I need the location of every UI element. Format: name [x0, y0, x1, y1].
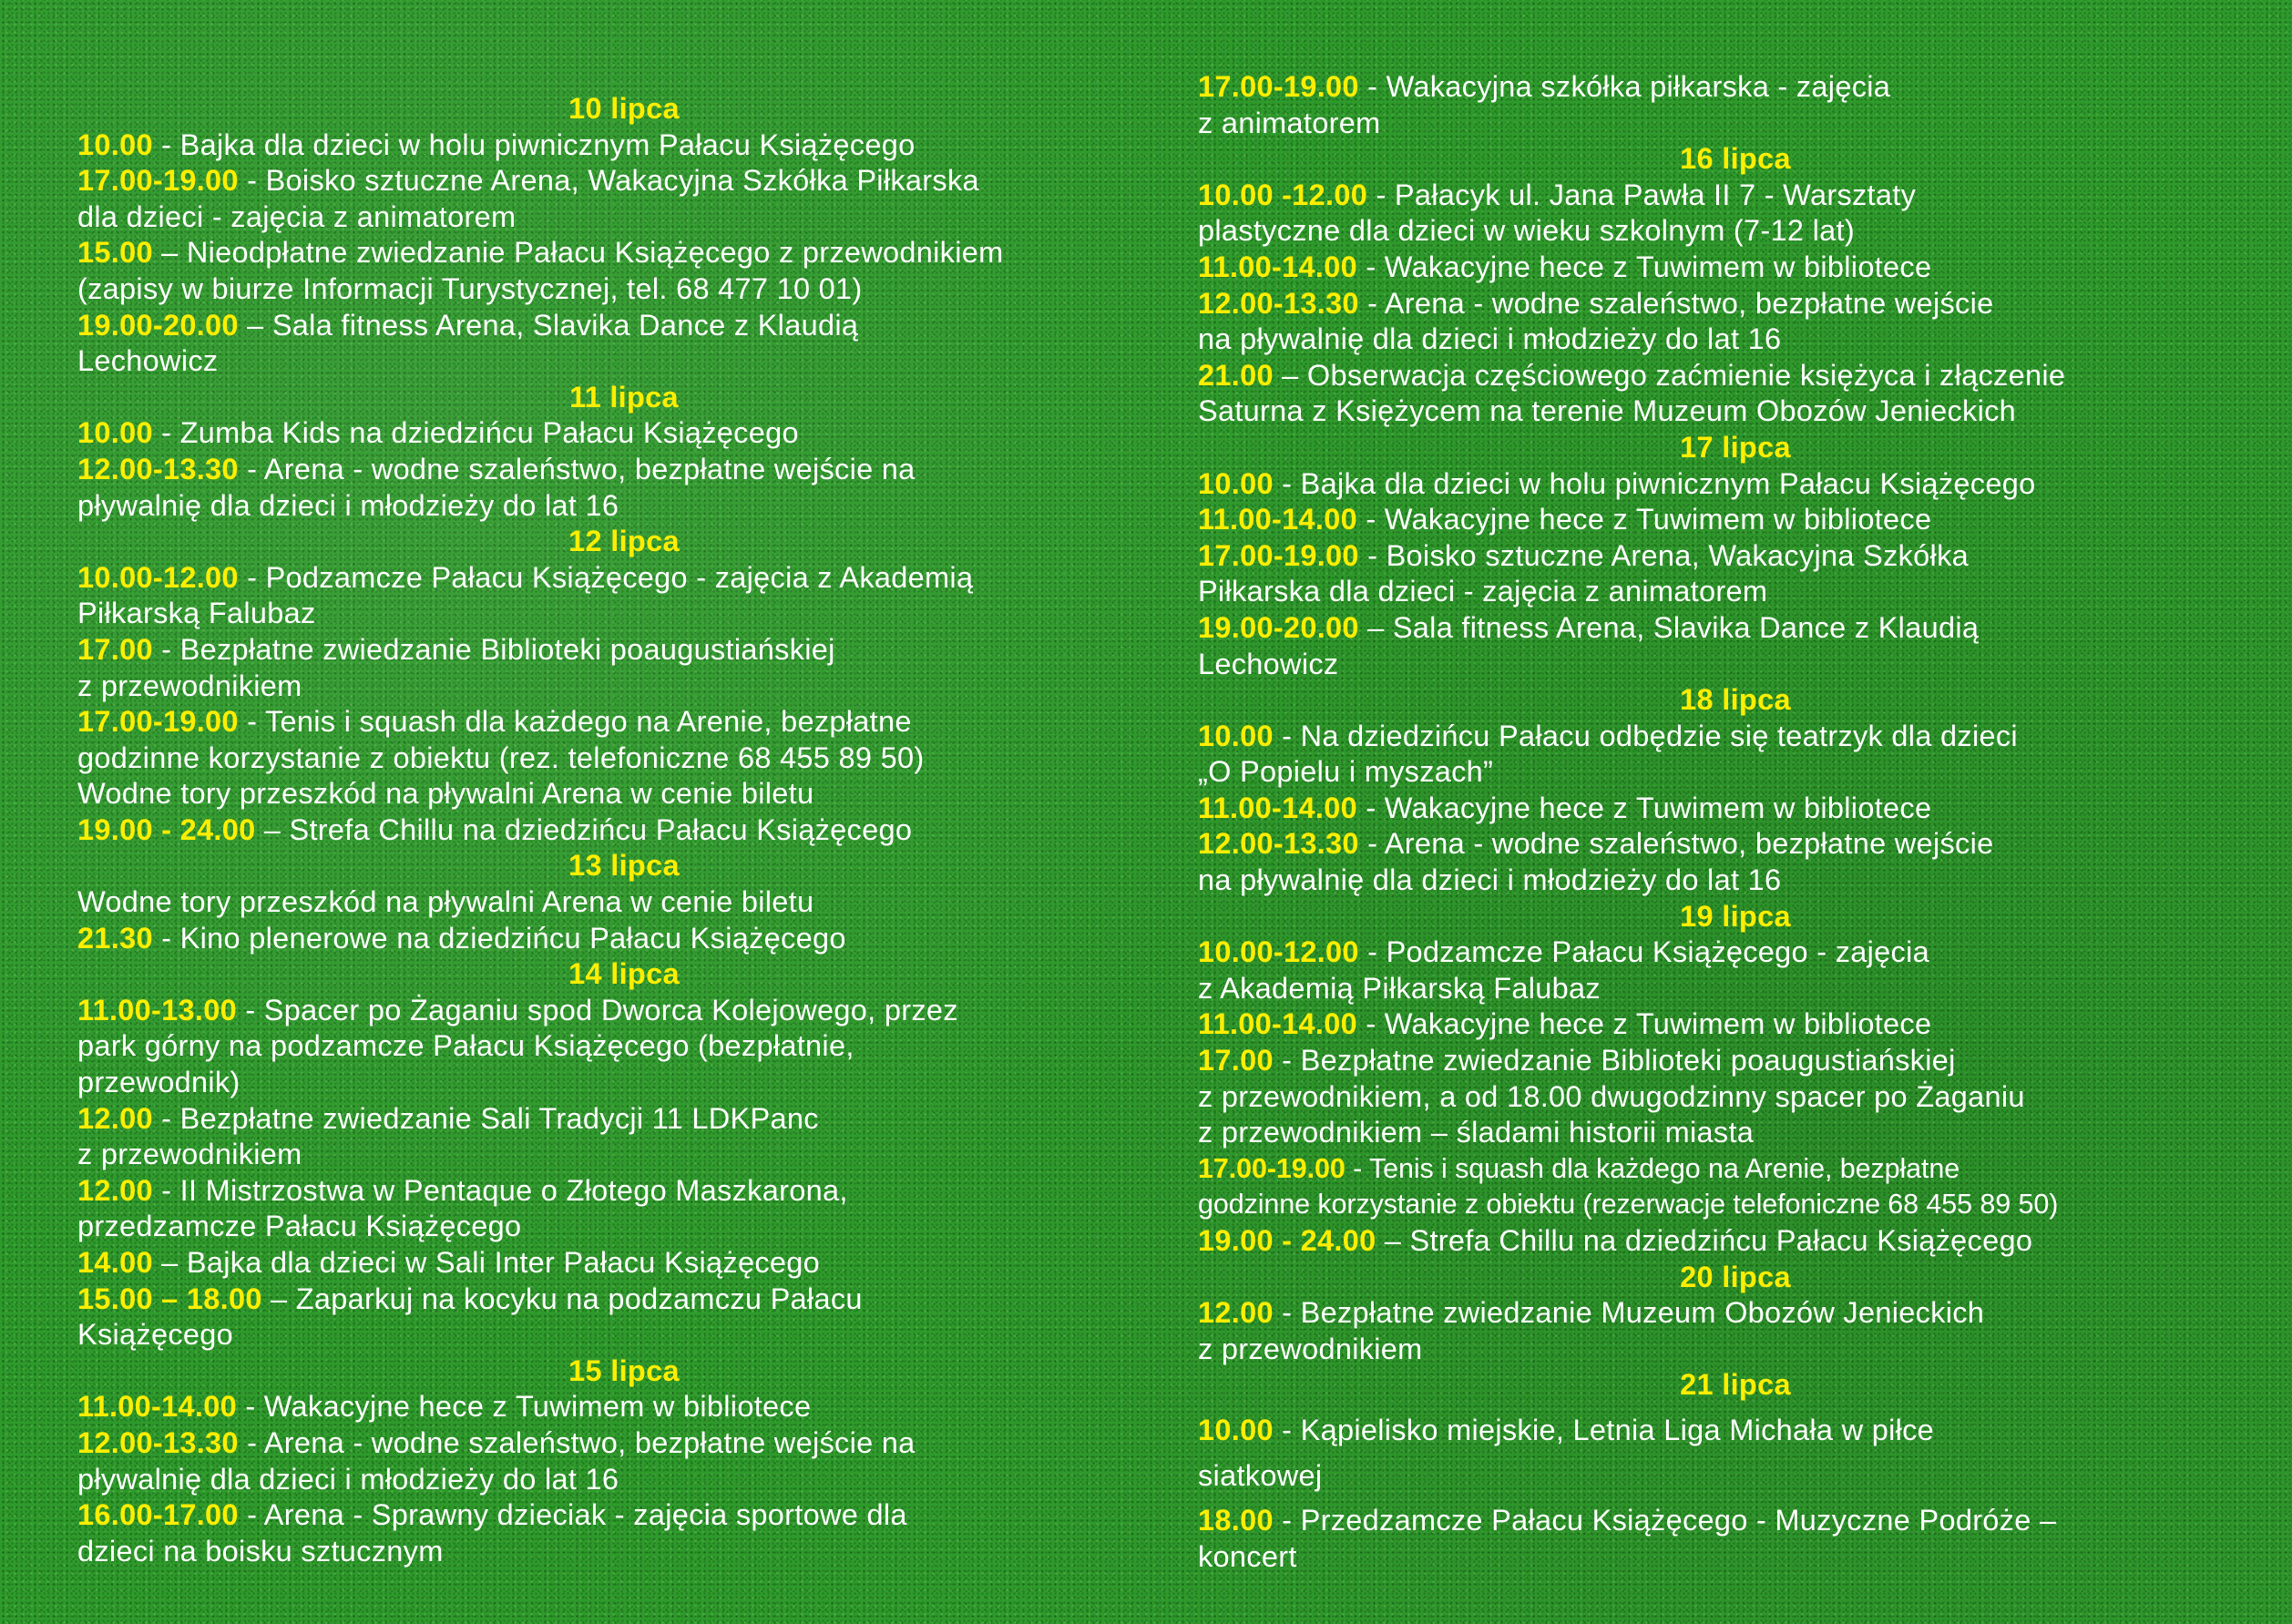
event-description: – Strefa Chillu na dziedzińcu Pałacu Książęcego — [1376, 1224, 2033, 1257]
event-line — [1198, 791, 2273, 827]
event-time: 10.00 -12.00 — [1198, 178, 1368, 211]
event-description: - Bezpłatne zwiedzanie Muzeum Obozów Jenieckich — [1273, 1296, 1985, 1330]
event-description: - Pałacyk ul. Jana Pawła II 7 - Warsztaty — [1367, 178, 1917, 211]
event-continuation: z przewodnikiem — [77, 1138, 302, 1171]
event-time: 10.00 — [1198, 719, 1274, 752]
event-line — [77, 1101, 1171, 1138]
event-description: – Strefa Chillu na dziedzińcu Pałacu Książęcego — [255, 812, 913, 846]
event-time: 10.00 — [77, 416, 153, 450]
event-line — [77, 163, 1171, 199]
event-line — [77, 1173, 1171, 1210]
event-line — [77, 1497, 1171, 1534]
event-time: 18.00 — [1198, 1504, 1274, 1537]
event-description: – Nieodpłatne zwiedzanie Pałacu Książęcego z przewodnikiem — [152, 236, 1004, 270]
event-continuation: dzieci na boisku sztucznym — [77, 1534, 444, 1568]
event-continuation: „O Popielu i myszach” — [1198, 755, 1494, 789]
event-time: 12.00 — [77, 1101, 153, 1135]
date-heading: 12 lipca — [568, 525, 680, 558]
event-continuation: Lechowicz — [1198, 647, 1339, 680]
event-time: 11.00-14.00 — [77, 1390, 237, 1424]
event-line — [77, 235, 1171, 271]
event-time: 11.00-14.00 — [1198, 1007, 1357, 1041]
event-continuation: przewodnik) — [77, 1066, 240, 1099]
event-continuation: z przewodnikiem, a od 18.00 dwugodzinny spacer po Żaganiu — [1198, 1079, 2025, 1113]
event-line — [1198, 250, 2273, 286]
event-continuation: Lechowicz — [77, 344, 219, 378]
event-line — [1198, 935, 2273, 971]
event-time: 10.00 — [1198, 1413, 1274, 1446]
event-time: 14.00 — [77, 1246, 153, 1279]
date-heading: 19 lipca — [1680, 899, 1791, 933]
event-continuation: Książęcego — [77, 1318, 234, 1352]
event-continuation: z Akademią Piłkarską Falubaz — [1198, 971, 1601, 1005]
event-continuation: Wodne tory przeszkód na pływalni Arena w cenie biletu — [77, 777, 814, 811]
event-continuation: (zapisy w biurze Informacji Turystycznej, tel. 68 477 10 01) — [77, 271, 863, 305]
event-time: 12.00-13.30 — [77, 452, 239, 485]
event-time: 21.30 — [77, 921, 153, 955]
event-time: 19.00 - 24.00 — [1198, 1224, 1376, 1257]
event-continuation: pływalnię dla dzieci i młodzieży do lat 16 — [77, 488, 619, 522]
event-description: - Arena - Sprawny dzieciak - zajęcia sportowe dla — [238, 1498, 907, 1532]
event-description: - Zumba Kids na dziedzińcu Pałacu Książęcego — [152, 416, 799, 450]
event-line — [1198, 178, 2273, 214]
event-description: - Arena - wodne szaleństwo, bezpłatne wejście — [1358, 286, 1994, 320]
event-description: – Obserwacja częściowego zaćmienie księżyca i złączenie — [1273, 358, 2066, 392]
right-column — [1198, 69, 2273, 1575]
event-time: 19.00-20.00 — [1198, 610, 1359, 644]
event-line — [77, 921, 1171, 957]
event-description: – Bajka dla dzieci w Sali Inter Pałacu Książęcego — [152, 1246, 821, 1279]
event-line — [77, 1389, 1171, 1425]
event-continuation: Saturna z Księżycem na terenie Muzeum Obozów Jenieckich — [1198, 394, 2017, 428]
date-heading: 18 lipca — [1680, 683, 1791, 717]
event-time: 11.00-13.00 — [77, 993, 237, 1026]
event-line — [1198, 1503, 2273, 1539]
event-description: - Kino plenerowe na dziedzińcu Pałacu Książęcego — [152, 921, 846, 955]
event-line — [1198, 1295, 2273, 1332]
event-time: 17.00 — [77, 632, 153, 666]
event-line — [1198, 1043, 2273, 1079]
event-time: 12.00-13.30 — [1198, 286, 1359, 320]
event-continuation: dla dzieci - zajęcia z animatorem — [77, 199, 517, 233]
event-continuation: koncert — [1198, 1539, 1297, 1573]
event-description: - Tenis i squash dla każdego na Arenie, bezpłatne — [1345, 1152, 1960, 1184]
event-continuation: siatkowej — [1198, 1458, 1323, 1492]
event-time: 19.00-20.00 — [77, 308, 239, 342]
event-time: 17.00-19.00 — [77, 705, 239, 739]
event-description: - Bezpłatne zwiedzanie Biblioteki poaugustiańskiej — [152, 632, 835, 666]
event-time: 10.00 — [77, 128, 153, 161]
event-line — [77, 308, 1171, 344]
event-description: - Na dziedzińcu Pałacu odbędzie się teatrzyk dla dzieci — [1273, 719, 2018, 752]
event-continuation: Piłkarską Falubaz — [77, 597, 316, 630]
event-line — [1198, 69, 2273, 106]
event-line — [1198, 610, 2273, 647]
date-heading: 17 lipca — [1680, 430, 1791, 464]
event-time: 12.00-13.30 — [1198, 827, 1359, 861]
event-time: 11.00-14.00 — [1198, 503, 1357, 536]
event-continuation: przedzamcze Pałacu Książęcego — [77, 1210, 522, 1243]
event-line — [1198, 1223, 2273, 1260]
date-heading: 11 lipca — [569, 380, 679, 414]
event-time: 10.00-12.00 — [77, 560, 239, 594]
event-description: - Wakacyjne hece z Tuwimem w bibliotece — [1357, 503, 1932, 536]
event-continuation: z przewodnikiem – śladami historii miasta — [1198, 1116, 1755, 1149]
event-time: 15.00 – 18.00 — [77, 1282, 262, 1315]
date-heading: 20 lipca — [1680, 1260, 1791, 1293]
event-description: - Boisko sztuczne Arena, Wakacyjna Szkółka Piłkarska — [238, 164, 979, 198]
event-time: 12.00 — [1198, 1296, 1274, 1330]
date-heading: 14 lipca — [568, 957, 680, 991]
event-description: - Wakacyjne hece z Tuwimem w bibliotece — [237, 1390, 812, 1424]
event-line — [1198, 358, 2273, 394]
event-description: – Zaparkuj na kocyku na podzamczu Pałacu — [261, 1282, 863, 1315]
event-time: 17.00-19.00 — [1198, 1152, 1346, 1184]
event-description: – Sala fitness Arena, Slavika Dance z Klaudią — [238, 308, 859, 342]
event-continuation: na pływalnię dla dzieci i młodzieży do lat 16 — [1198, 322, 1782, 356]
event-continuation: Wodne tory przeszkód na pływalni Arena w cenie biletu — [77, 885, 814, 919]
event-time: 17.00 — [1198, 1044, 1274, 1078]
event-description: - Wakacyjne hece z Tuwimem w bibliotece — [1357, 791, 1932, 824]
event-line — [77, 1425, 1171, 1462]
event-time: 12.00-13.30 — [77, 1425, 239, 1459]
left-column — [77, 91, 1171, 1569]
event-description: - Wakacyjna szkółka piłkarska - zajęcia — [1358, 70, 1891, 103]
event-line — [77, 1245, 1171, 1282]
event-description: - Bezpłatne zwiedzanie Sali Tradycji 11 LDKPanc — [152, 1101, 819, 1135]
event-line — [77, 632, 1171, 669]
event-description: - Bajka dla dzieci w holu piwnicznym Pałacu Książęcego — [152, 128, 916, 161]
event-description: - Arena - wodne szaleństwo, bezpłatne wejście — [1358, 827, 1994, 861]
event-time: 19.00 - 24.00 — [77, 812, 256, 846]
date-heading: 16 lipca — [1680, 142, 1791, 176]
event-line — [1198, 719, 2273, 755]
event-description: - Spacer po Żaganiu spod Dworca Kolejowego, przez — [237, 993, 958, 1026]
date-heading: 10 lipca — [568, 92, 680, 125]
event-description: – Sala fitness Arena, Slavika Dance z Klaudią — [1358, 610, 1980, 644]
event-line — [1198, 1151, 2273, 1188]
event-time: 17.00-19.00 — [1198, 70, 1359, 103]
event-description: - Podzamcze Pałacu Książęcego - zajęcia — [1358, 935, 1929, 969]
event-line — [1198, 286, 2273, 322]
event-time: 11.00-14.00 — [1198, 791, 1357, 824]
event-line — [77, 128, 1171, 164]
event-description: - Bezpłatne zwiedzanie Biblioteki poaugustiańskiej — [1273, 1044, 1956, 1078]
event-continuation: plastyczne dla dzieci w wieku szkolnym (7-12 lat) — [1198, 214, 1855, 248]
event-continuation: Piłkarska dla dzieci - zajęcia z animatorem — [1198, 575, 1768, 608]
event-continuation: godzinne korzystanie z obiektu (rez. telefoniczne 68 455 89 50) — [77, 741, 925, 774]
event-continuation: park górny na podzamcze Pałacu Książęcego (bezpłatnie, — [77, 1029, 854, 1063]
event-description: - Bajka dla dzieci w holu piwnicznym Pałacu Książęcego — [1273, 466, 2036, 500]
date-heading: 21 lipca — [1680, 1368, 1791, 1402]
event-description: - Boisko sztuczne Arena, Wakacyjna Szkółka — [1358, 538, 1969, 572]
event-time: 16.00-17.00 — [77, 1498, 239, 1532]
event-continuation: z przewodnikiem — [1198, 1332, 1423, 1365]
event-time: 11.00-14.00 — [1198, 250, 1357, 283]
event-time: 10.00-12.00 — [1198, 935, 1359, 969]
event-continuation: pływalnię dla dzieci i młodzieży do lat 16 — [77, 1462, 619, 1496]
event-line — [1198, 1006, 2273, 1043]
event-continuation: z animatorem — [1198, 106, 1381, 139]
event-continuation: godzinne korzystanie z obiektu (rezerwacje telefoniczne 68 455 89 50) — [1198, 1189, 2059, 1221]
event-line — [77, 415, 1171, 452]
event-description: - Arena - wodne szaleństwo, bezpłatne wejście na — [238, 1425, 916, 1459]
date-heading: 13 lipca — [568, 849, 680, 883]
event-continuation: z przewodnikiem — [77, 669, 302, 702]
event-line — [1198, 538, 2273, 575]
event-time: 10.00 — [1198, 466, 1274, 500]
event-description: - II Mistrzostwa w Pentaque o Złotego Maszkarona, — [152, 1173, 848, 1207]
event-description: - Arena - wodne szaleństwo, bezpłatne wejście na — [238, 452, 916, 485]
event-line — [1198, 826, 2273, 863]
event-description: - Podzamcze Pałacu Książęcego - zajęcia z Akademią — [238, 560, 974, 594]
event-description: - Kąpielisko miejskie, Letnia Liga Michała w piłce — [1273, 1413, 1935, 1446]
date-heading: 15 lipca — [568, 1353, 680, 1387]
event-description: - Przedzamcze Pałacu Książęcego - Muzyczne Podróże – — [1273, 1504, 2057, 1537]
event-time: 21.00 — [1198, 358, 1274, 392]
event-description: - Wakacyjne hece z Tuwimem w bibliotece — [1357, 250, 1932, 283]
event-time: 12.00 — [77, 1173, 153, 1207]
event-line — [77, 993, 1171, 1029]
event-line — [77, 560, 1171, 597]
event-line — [1198, 1413, 2273, 1449]
event-line — [77, 1282, 1171, 1318]
event-line — [1198, 502, 2273, 538]
event-line — [77, 812, 1171, 849]
event-time: 17.00-19.00 — [77, 164, 239, 198]
event-line — [77, 704, 1171, 741]
event-continuation: na pływalnię dla dzieci i młodzieży do lat 16 — [1198, 863, 1782, 897]
event-time: 15.00 — [77, 236, 153, 270]
event-time: 17.00-19.00 — [1198, 538, 1359, 572]
event-description: - Tenis i squash dla każdego na Arenie, bezpłatne — [238, 705, 912, 739]
event-line — [77, 452, 1171, 488]
event-line — [1198, 466, 2273, 503]
event-description: - Wakacyjne hece z Tuwimem w bibliotece — [1357, 1007, 1932, 1041]
